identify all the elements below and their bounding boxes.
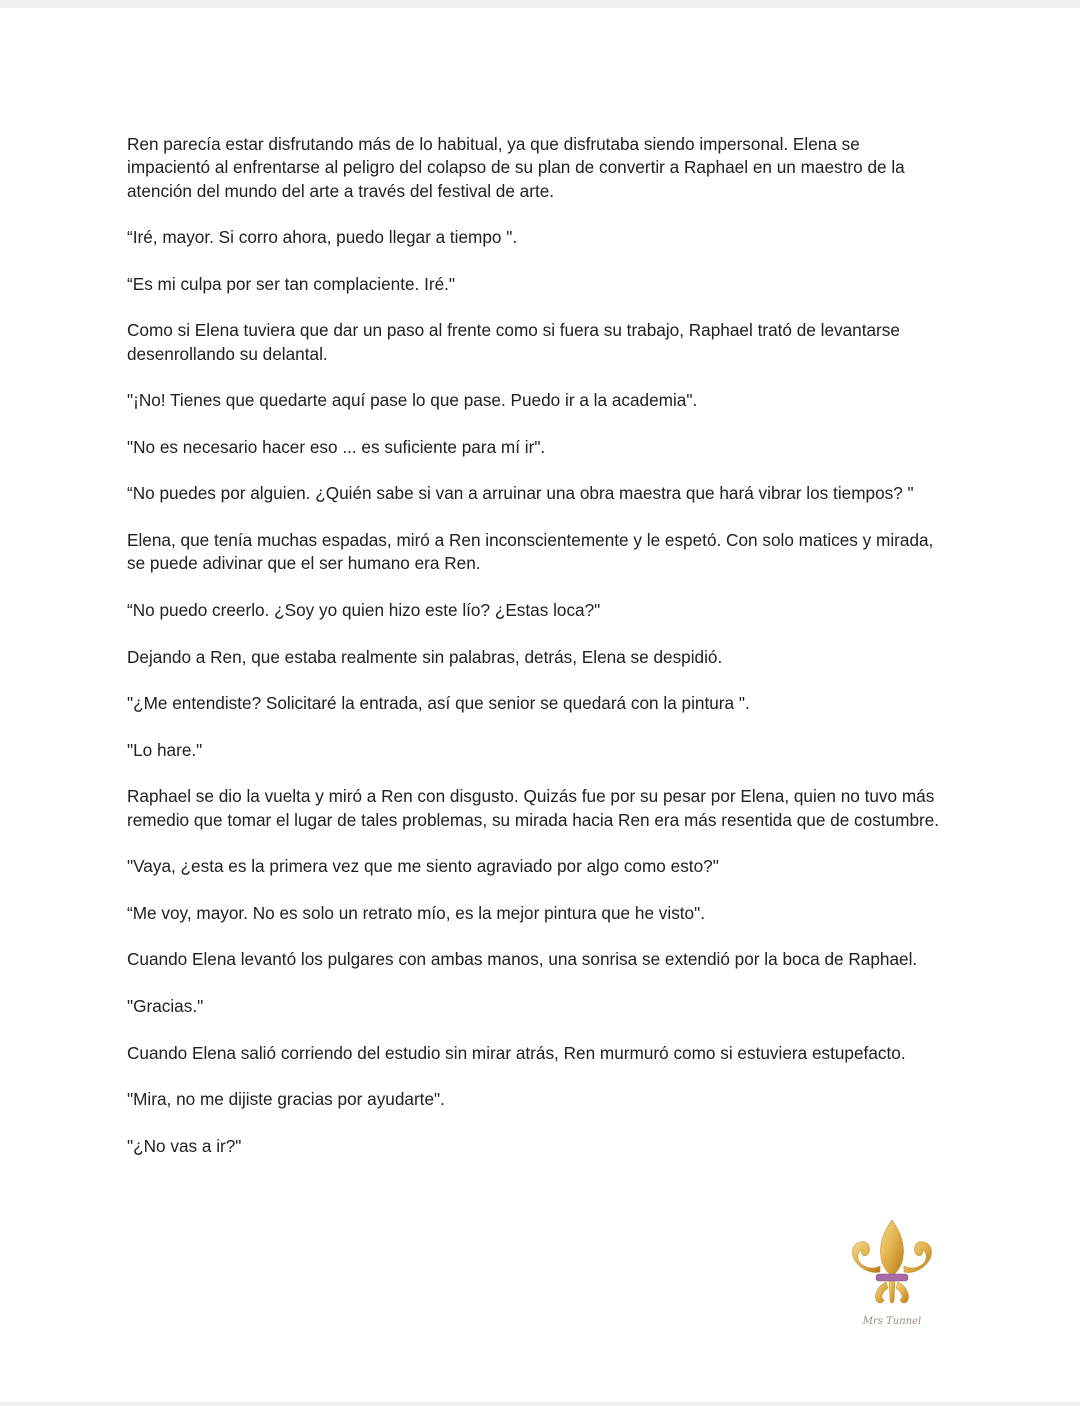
paragraph: Dejando a Ren, que estaba realmente sin palabras, detrás, Elena se despidió. — [127, 646, 723, 667]
paragraph: Raphael se dio la vuelta y miró a Ren con disgusto. Quizás fue por su pesar por Elena, quien no tuvo más remedio que tomar el lugar de tales problemas, su mirada hacia Ren era más resentida que de costumbre. — [127, 786, 940, 830]
paragraph: "¿Me entendiste? Solicitaré la entrada, así que senior se quedará con la pintura ". — [127, 693, 750, 714]
paragraph: Cuando Elena salió corriendo del estudio sin mirar atrás, Ren murmuró como si estuviera estupefacto. — [127, 1042, 906, 1063]
paragraph: "No es necesario hacer eso ... es suficiente para mí ir". — [127, 436, 546, 457]
paragraph: "¿No vas a ir?" — [127, 1135, 242, 1156]
paragraph: "Vaya, ¿esta es la primera vez que me siento agraviado por algo como esto?" — [127, 856, 719, 877]
paragraph: "Gracias." — [127, 995, 204, 1016]
watermark-signature: Mrs Tunnel — [862, 1316, 922, 1327]
paragraph: “Es mi culpa por ser tan complaciente. Iré." — [127, 273, 456, 294]
paragraph: "Lo hare." — [127, 739, 203, 760]
paragraph: "¡No! Tienes que quedarte aquí pase lo que pase. Puedo ir a la academia". — [127, 390, 698, 411]
watermark-logo — [842, 1216, 942, 1336]
bottom-edge-bar — [0, 1402, 1080, 1406]
paragraph: “Iré, mayor. Si corro ahora, puedo llegar a tiempo ". — [127, 227, 518, 248]
paragraph: Cuando Elena levantó los pulgares con ambas manos, una sonrisa se extendió por la boca de Raphael. — [127, 949, 918, 970]
paragraph: “Me voy, mayor. No es solo un retrato mío, es la mejor pintura que he visto". — [127, 902, 705, 923]
paragraph: “No puedo creerlo. ¿Soy yo quien hizo este lío? ¿Estas loca?" — [127, 599, 601, 620]
paragraph: Elena, que tenía muchas espadas, miró a Ren inconscientemente y le espetó. Con solo matices y mirada, se puede adivinar que el ser humano era Ren. — [127, 530, 934, 574]
top-edge-bar — [0, 0, 1080, 8]
fleur-de-lis-icon — [842, 1216, 942, 1336]
paragraph: Como si Elena tuviera que dar un paso al frente como si fuera su trabajo, Raphael trató de levantarse desenrollando su delantal. — [127, 320, 900, 364]
document-page — [127, 133, 947, 1181]
paragraph: Ren parecía estar disfrutando más de lo habitual, ya que disfrutaba siendo impersonal. Elena se impacientó al enfrentarse al peligro del colapso de su plan de convertir a Raphael en un maestro de la atención del mundo del arte a través del festival de arte. — [127, 134, 905, 201]
paragraph: “No puedes por alguien. ¿Quién sabe si van a arruinar una obra maestra que hará vibrar los tiempos? " — [127, 483, 914, 504]
paragraph: "Mira, no me dijiste gracias por ayudarte". — [127, 1089, 445, 1110]
